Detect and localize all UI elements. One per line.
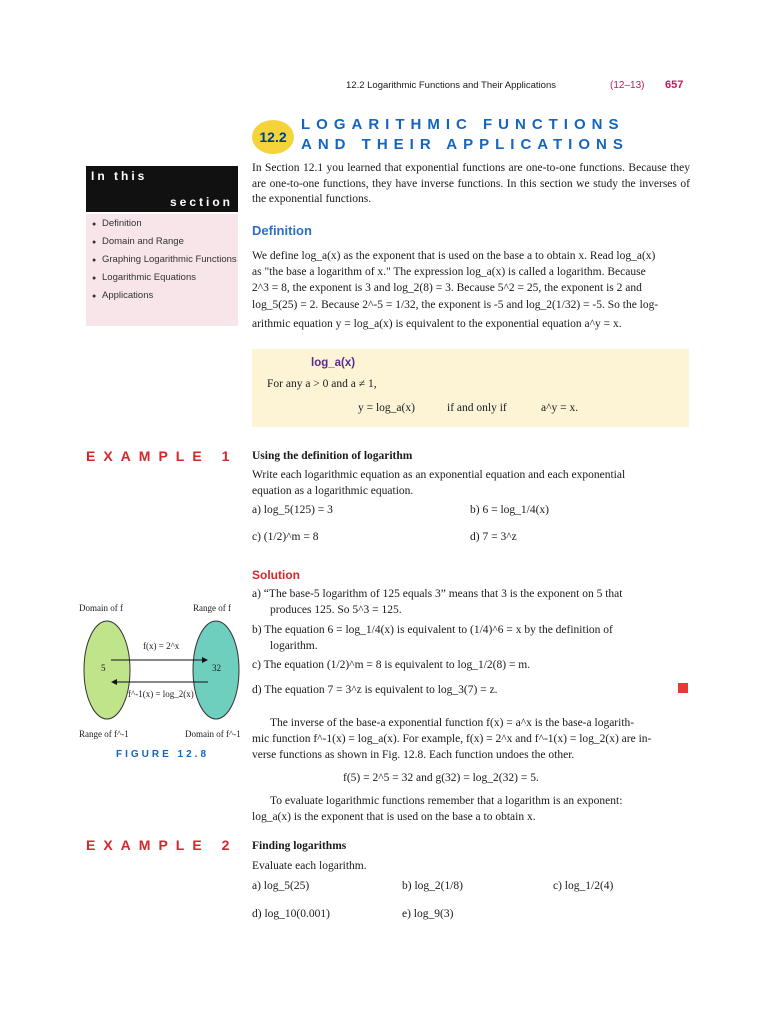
part-indicator: (12–13) xyxy=(610,80,645,91)
sol-b-line2: logarithm. xyxy=(270,640,318,652)
def-line3: 2^3 = 8, the exponent is 3 and log_2(8) = 3. Because 5^2 = 25, the exponent is 2 and xyxy=(252,282,642,294)
list-item: ● Graphing Logarithmic Functions xyxy=(92,254,238,266)
definition-heading: Definition xyxy=(252,223,312,238)
example-1-title: Using the definition of logarithm xyxy=(252,450,413,462)
box-eq-mid: if and only if xyxy=(447,402,507,414)
section-number-badge: 12.2 xyxy=(252,120,294,154)
figure-domain-finv-label: Domain of f^-1 xyxy=(185,729,241,739)
figure-range-finv-label: Range of f^-1 xyxy=(79,729,129,739)
inverse-line5: log_a(x) is the exponent that is used on the base a to obtain x. xyxy=(252,811,536,823)
inverse-line4: To evaluate logarithmic functions remember that a logarithm is an exponent: xyxy=(270,795,623,807)
example-1-label: EXAMPLE 1 xyxy=(86,448,238,464)
inverse-equation: f(5) = 2^5 = 32 and g(32) = log_2(32) = 5. xyxy=(343,772,539,784)
box-line1: For any a > 0 and a ≠ 1, xyxy=(267,378,377,390)
heading-line1: In this xyxy=(91,169,148,183)
example-2-a: a) log_5(25) xyxy=(252,880,310,892)
figure-caption: FIGURE 12.8 xyxy=(116,749,210,760)
example-1-a: a) log_5(125) = 3 xyxy=(252,504,333,516)
figure-right-value: 32 xyxy=(212,663,221,673)
example-1-c: c) (1/2)^m = 8 xyxy=(252,531,319,543)
example-2-b: b) log_2(1/8) xyxy=(402,880,464,892)
page-number: 657 xyxy=(665,79,684,91)
def-line2: as "the base a logarithm of x." The expression log_a(x) is called a logarithm. Because xyxy=(252,266,646,278)
list-item: ● Domain and Range xyxy=(92,236,238,248)
figure-domain-f-label: Domain of f xyxy=(79,603,123,613)
domain-ellipse xyxy=(84,621,130,719)
running-head: 12.2 Logarithmic Functions and Their Applications xyxy=(346,80,557,91)
figure-finv-label: f^-1(x) = log_2(x) xyxy=(128,689,194,699)
figure-range-f-label: Range of f xyxy=(193,603,231,613)
in-this-section-heading xyxy=(86,166,238,212)
list-item: ● Logarithmic Equations xyxy=(92,272,238,284)
example-2-c: c) log_1/2(4) xyxy=(553,880,614,892)
solution-heading: Solution xyxy=(252,568,300,582)
def-line4: log_5(25) = 2. Because 2^-5 = 1/32, the exponent is -5 and log_2(1/32) = -5. So the log- xyxy=(252,299,659,311)
list-item: ● Applications xyxy=(92,290,238,302)
example-2-d: d) log_10(0.001) xyxy=(252,908,330,920)
example-1-instr2: equation as a logarithmic equation. xyxy=(252,485,414,497)
inverse-line2: mic function f^-1(x) = log_a(x). For example, f(x) = 2^x and f^-1(x) = log_2(x) are in- xyxy=(252,733,652,745)
figure-fx-label: f(x) = 2^x xyxy=(143,641,180,651)
sol-a-line2: produces 125. So 5^3 = 125. xyxy=(270,604,402,616)
inverse-line3: verse functions as shown in Fig. 12.8. Each function undoes the other. xyxy=(252,749,575,761)
example-2-title: Finding logarithms xyxy=(252,840,347,852)
def-line5: arithmic equation y = log_a(x) is equivalent to the exponential equation a^y = x. xyxy=(252,318,622,330)
example-2-e: e) log_9(3) xyxy=(402,908,454,920)
heading-line2: section xyxy=(169,195,233,209)
intro-paragraph: In Section 12.1 you learned that exponential functions are one-to-one functions. Because they are one-to-one functions, they have inverse functions. In this section we study the inverses of the exponential functions. xyxy=(252,162,690,205)
list-item: ● Definition xyxy=(92,218,238,230)
box-eq-left: y = log_a(x) xyxy=(358,402,415,414)
example-2-label: EXAMPLE 2 xyxy=(86,837,238,853)
example-1-b: b) 6 = log_1/4(x) xyxy=(470,504,549,516)
box-title: log_a(x) xyxy=(311,357,356,369)
in-this-section-list xyxy=(86,214,238,326)
example-1-instr1: Write each logarithmic equation as an exponential equation and each exponential xyxy=(252,469,626,481)
inverse-line1: The inverse of the base-a exponential function f(x) = a^x is the base-a logarith- xyxy=(270,717,635,729)
def-line1: We define log_a(x) as the exponent that is used on the base a to obtain x. Read log_a(x) xyxy=(252,250,656,262)
box-eq-right: a^y = x. xyxy=(541,402,579,414)
section-title-line2: AND THEIR APPLICATIONS xyxy=(301,136,629,153)
sol-a-line1: a) “The base-5 logarithm of 125 equals 3” means that 3 is the exponent on 5 that xyxy=(252,588,623,600)
sol-c: c) The equation (1/2)^m = 8 is equivalent to log_1/2(8) = m. xyxy=(252,659,531,671)
definition-box xyxy=(252,349,689,427)
example-1-d: d) 7 = 3^z xyxy=(470,531,517,543)
sol-d: d) The equation 7 = 3^z is equivalent to log_3(7) = z. xyxy=(252,684,498,696)
sol-b-line1: b) The equation 6 = log_1/4(x) is equivalent to (1/4)^6 = x by the definition of xyxy=(252,624,613,636)
example-2-instructions: Evaluate each logarithm. xyxy=(252,860,367,872)
end-of-example-mark xyxy=(678,683,688,693)
section-title-line1: LOGARITHMIC FUNCTIONS xyxy=(301,116,625,133)
figure-left-value: 5 xyxy=(101,663,106,673)
